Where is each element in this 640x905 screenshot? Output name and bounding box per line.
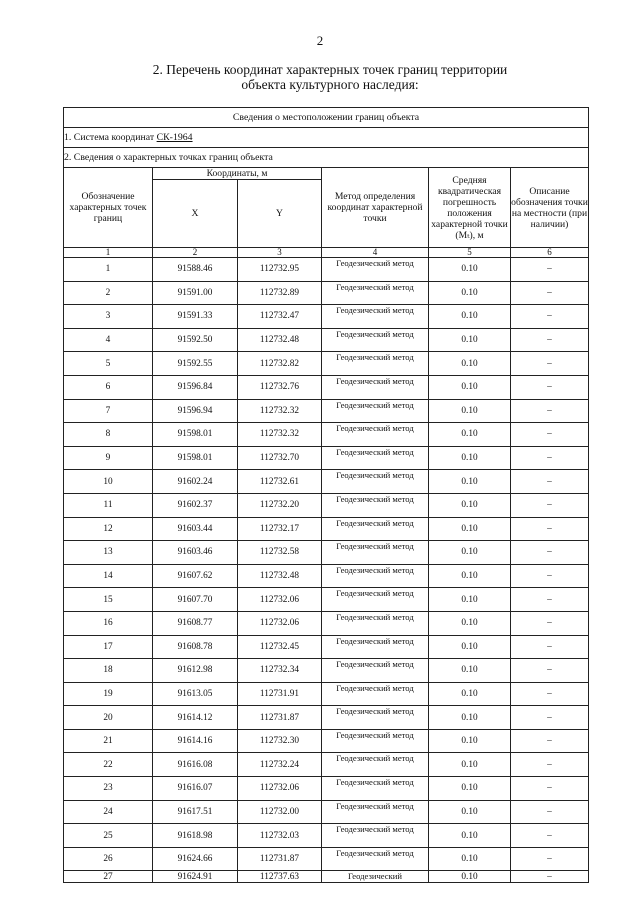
description: –: [511, 258, 589, 282]
error-value: 0.10: [429, 635, 511, 659]
description: –: [511, 659, 589, 683]
coordinate-x: 91591.33: [153, 305, 238, 329]
description: –: [511, 423, 589, 447]
table-row: [64, 588, 589, 612]
table-row: [64, 847, 589, 871]
points-section-title: 2. Сведения о характерных точках границ объекта: [64, 148, 589, 168]
coordinate-x: 91607.70: [153, 588, 238, 612]
document-title: [100, 62, 560, 92]
column-number: 1: [64, 248, 153, 258]
point-number: 22: [64, 753, 153, 777]
column-number: 6: [511, 248, 589, 258]
coordinate-y: 112732.06: [238, 777, 322, 801]
table-row: [64, 517, 589, 541]
error-value: 0.10: [429, 493, 511, 517]
coordinate-y: 112732.34: [238, 659, 322, 683]
description: –: [511, 399, 589, 423]
table-row: [64, 258, 589, 282]
method: Геодезический метод: [322, 541, 429, 565]
error-value: 0.10: [429, 281, 511, 305]
table-row: [64, 753, 589, 777]
coordinate-system-value: СК-1964: [156, 132, 193, 143]
coordinate-y: 112731.87: [238, 847, 322, 871]
description: –: [511, 517, 589, 541]
coordinate-x: 91596.94: [153, 399, 238, 423]
method: Геодезический метод: [322, 635, 429, 659]
coordinates-table: [63, 107, 589, 883]
error-value: 0.10: [429, 517, 511, 541]
error-value: 0.10: [429, 328, 511, 352]
table-row: [64, 564, 589, 588]
table-row: [64, 375, 589, 399]
error-value: 0.10: [429, 847, 511, 871]
table-row: [64, 729, 589, 753]
table-row: [64, 777, 589, 801]
point-number: 23: [64, 777, 153, 801]
point-number: 19: [64, 682, 153, 706]
point-number: 25: [64, 824, 153, 848]
coordinate-x: 91608.78: [153, 635, 238, 659]
method: Геодезический: [322, 871, 429, 883]
coordinate-y: 112732.82: [238, 352, 322, 376]
coordinate-x: 91608.77: [153, 611, 238, 635]
coordinate-y: 112732.32: [238, 399, 322, 423]
description: –: [511, 635, 589, 659]
error-value: 0.10: [429, 423, 511, 447]
description: –: [511, 470, 589, 494]
coordinate-y: 112732.58: [238, 541, 322, 565]
coordinate-y: 112732.03: [238, 824, 322, 848]
method: Геодезический метод: [322, 423, 429, 447]
table-row: [64, 446, 589, 470]
point-number: 16: [64, 611, 153, 635]
point-number: 17: [64, 635, 153, 659]
coordinate-y: 112731.87: [238, 706, 322, 730]
description: –: [511, 611, 589, 635]
coordinate-x: 91602.24: [153, 470, 238, 494]
method: Геодезический метод: [322, 824, 429, 848]
column-number-row: [64, 248, 589, 258]
error-value: 0.10: [429, 375, 511, 399]
coordinate-x: 91616.08: [153, 753, 238, 777]
header-error: Средняя квадратическая погрешность положения характерной точки (Mₜ), м: [429, 168, 511, 248]
header-coordinates: Координаты, м: [153, 168, 322, 180]
coordinate-y: 112732.17: [238, 517, 322, 541]
coordinate-x: 91614.16: [153, 729, 238, 753]
table-row: [64, 493, 589, 517]
table-row: [64, 470, 589, 494]
coordinate-system-row: [64, 128, 589, 148]
header-description: Описание обозначения точки на местности (при наличии): [511, 168, 589, 248]
coordinate-x: 91607.62: [153, 564, 238, 588]
coordinate-x: 91618.98: [153, 824, 238, 848]
description: –: [511, 305, 589, 329]
error-value: 0.10: [429, 777, 511, 801]
method: Геодезический метод: [322, 258, 429, 282]
table-row: [64, 800, 589, 824]
table-row: [64, 423, 589, 447]
error-value: 0.10: [429, 588, 511, 612]
page-number: 2: [316, 33, 324, 48]
column-number: 5: [429, 248, 511, 258]
point-number: 5: [64, 352, 153, 376]
coordinate-y: 112732.48: [238, 564, 322, 588]
error-value: 0.10: [429, 706, 511, 730]
description: –: [511, 777, 589, 801]
description: –: [511, 871, 589, 883]
coordinate-x: 91592.55: [153, 352, 238, 376]
method: Геодезический метод: [322, 588, 429, 612]
error-value: 0.10: [429, 541, 511, 565]
table-row: [64, 281, 589, 305]
coordinate-y: 112732.30: [238, 729, 322, 753]
point-number: 12: [64, 517, 153, 541]
point-number: 27: [64, 871, 153, 883]
point-number: 14: [64, 564, 153, 588]
description: –: [511, 800, 589, 824]
method: Геодезический метод: [322, 493, 429, 517]
coordinate-x: 91614.12: [153, 706, 238, 730]
coordinate-y: 112731.91: [238, 682, 322, 706]
table-row: [64, 611, 589, 635]
table-row: [64, 399, 589, 423]
method: Геодезический метод: [322, 564, 429, 588]
method: Геодезический метод: [322, 375, 429, 399]
coordinate-y: 112732.95: [238, 258, 322, 282]
table-row: [64, 706, 589, 730]
point-number: 10: [64, 470, 153, 494]
description: –: [511, 541, 589, 565]
point-number: 4: [64, 328, 153, 352]
error-value: 0.10: [429, 729, 511, 753]
error-value: 0.10: [429, 305, 511, 329]
coordinate-y: 112732.45: [238, 635, 322, 659]
coordinate-x: 91624.91: [153, 871, 238, 883]
title-line-2: объекта культурного наследия:: [241, 77, 419, 92]
description: –: [511, 446, 589, 470]
point-number: 2: [64, 281, 153, 305]
description: –: [511, 824, 589, 848]
coordinate-y: 112732.24: [238, 753, 322, 777]
table-row: [64, 824, 589, 848]
table-row: [64, 352, 589, 376]
coordinate-y: 112732.89: [238, 281, 322, 305]
point-number: 9: [64, 446, 153, 470]
coordinate-x: 91602.37: [153, 493, 238, 517]
coordinate-x: 91588.46: [153, 258, 238, 282]
method: Геодезический метод: [322, 729, 429, 753]
coordinate-x: 91624.66: [153, 847, 238, 871]
point-number: 15: [64, 588, 153, 612]
method: Геодезический метод: [322, 352, 429, 376]
method: Геодезический метод: [322, 470, 429, 494]
method: Геодезический метод: [322, 281, 429, 305]
point-number: 11: [64, 493, 153, 517]
method: Геодезический метод: [322, 847, 429, 871]
column-number: 3: [238, 248, 322, 258]
point-number: 26: [64, 847, 153, 871]
header-y: Y: [238, 180, 322, 248]
header-x: X: [153, 180, 238, 248]
method: Геодезический метод: [322, 399, 429, 423]
coordinate-y: 112732.06: [238, 611, 322, 635]
method: Геодезический метод: [322, 800, 429, 824]
description: –: [511, 847, 589, 871]
point-number: 13: [64, 541, 153, 565]
method: Геодезический метод: [322, 777, 429, 801]
error-value: 0.10: [429, 352, 511, 376]
description: –: [511, 328, 589, 352]
coordinate-x: 91596.84: [153, 375, 238, 399]
table-row: [64, 541, 589, 565]
table-row: [64, 305, 589, 329]
error-value: 0.10: [429, 399, 511, 423]
error-value: 0.10: [429, 611, 511, 635]
description: –: [511, 682, 589, 706]
description: –: [511, 753, 589, 777]
header-method: Метод определения координат характерной точки: [322, 168, 429, 248]
description: –: [511, 493, 589, 517]
table-row: [64, 635, 589, 659]
method: Геодезический метод: [322, 446, 429, 470]
table-row: [64, 682, 589, 706]
title-line-1: 2. Перечень координат характерных точек границ территории: [152, 62, 508, 77]
error-value: 0.10: [429, 659, 511, 683]
coordinate-x: 91616.07: [153, 777, 238, 801]
coordinate-y: 112732.32: [238, 423, 322, 447]
point-number: 3: [64, 305, 153, 329]
coordinate-x: 91598.01: [153, 423, 238, 447]
error-value: 0.10: [429, 564, 511, 588]
table-row: [64, 659, 589, 683]
method: Геодезический метод: [322, 753, 429, 777]
coordinate-y: 112737.63: [238, 871, 322, 883]
column-number: 4: [322, 248, 429, 258]
table-row: [64, 871, 589, 883]
coordinate-x: 91598.01: [153, 446, 238, 470]
coordinate-y: 112732.61: [238, 470, 322, 494]
point-number: 20: [64, 706, 153, 730]
point-number: 1: [64, 258, 153, 282]
coordinate-y: 112732.48: [238, 328, 322, 352]
description: –: [511, 729, 589, 753]
error-value: 0.10: [429, 800, 511, 824]
error-value: 0.10: [429, 871, 511, 883]
coordinate-y: 112732.00: [238, 800, 322, 824]
method: Геодезический метод: [322, 517, 429, 541]
error-value: 0.10: [429, 446, 511, 470]
coordinate-x: 91603.46: [153, 541, 238, 565]
description: –: [511, 281, 589, 305]
error-value: 0.10: [429, 824, 511, 848]
method: Геодезический метод: [322, 305, 429, 329]
coordinate-y: 112732.06: [238, 588, 322, 612]
method: Геодезический метод: [322, 682, 429, 706]
description: –: [511, 706, 589, 730]
description: –: [511, 588, 589, 612]
coordinate-y: 112732.70: [238, 446, 322, 470]
point-number: 21: [64, 729, 153, 753]
description: –: [511, 352, 589, 376]
description: –: [511, 375, 589, 399]
coordinate-y: 112732.76: [238, 375, 322, 399]
coordinate-x: 91617.51: [153, 800, 238, 824]
error-value: 0.10: [429, 258, 511, 282]
coordinate-x: 91592.50: [153, 328, 238, 352]
coordinate-system-label: 1. Система координат: [64, 132, 157, 143]
error-value: 0.10: [429, 470, 511, 494]
point-number: 7: [64, 399, 153, 423]
method: Геодезический метод: [322, 328, 429, 352]
table-row: [64, 328, 589, 352]
header-point-designation: Обозначение характерных точек границ: [64, 168, 153, 248]
method: Геодезический метод: [322, 659, 429, 683]
coordinate-y: 112732.20: [238, 493, 322, 517]
point-number: 8: [64, 423, 153, 447]
point-number: 24: [64, 800, 153, 824]
point-number: 18: [64, 659, 153, 683]
coordinate-y: 112732.47: [238, 305, 322, 329]
description: –: [511, 564, 589, 588]
column-number: 2: [153, 248, 238, 258]
error-value: 0.10: [429, 682, 511, 706]
method: Геодезический метод: [322, 706, 429, 730]
error-value: 0.10: [429, 753, 511, 777]
method: Геодезический метод: [322, 611, 429, 635]
table-caption: Сведения о местоположении границ объекта: [64, 108, 589, 128]
point-number: 6: [64, 375, 153, 399]
coordinate-x: 91603.44: [153, 517, 238, 541]
coordinate-x: 91613.05: [153, 682, 238, 706]
coordinate-x: 91612.98: [153, 659, 238, 683]
coordinate-x: 91591.00: [153, 281, 238, 305]
